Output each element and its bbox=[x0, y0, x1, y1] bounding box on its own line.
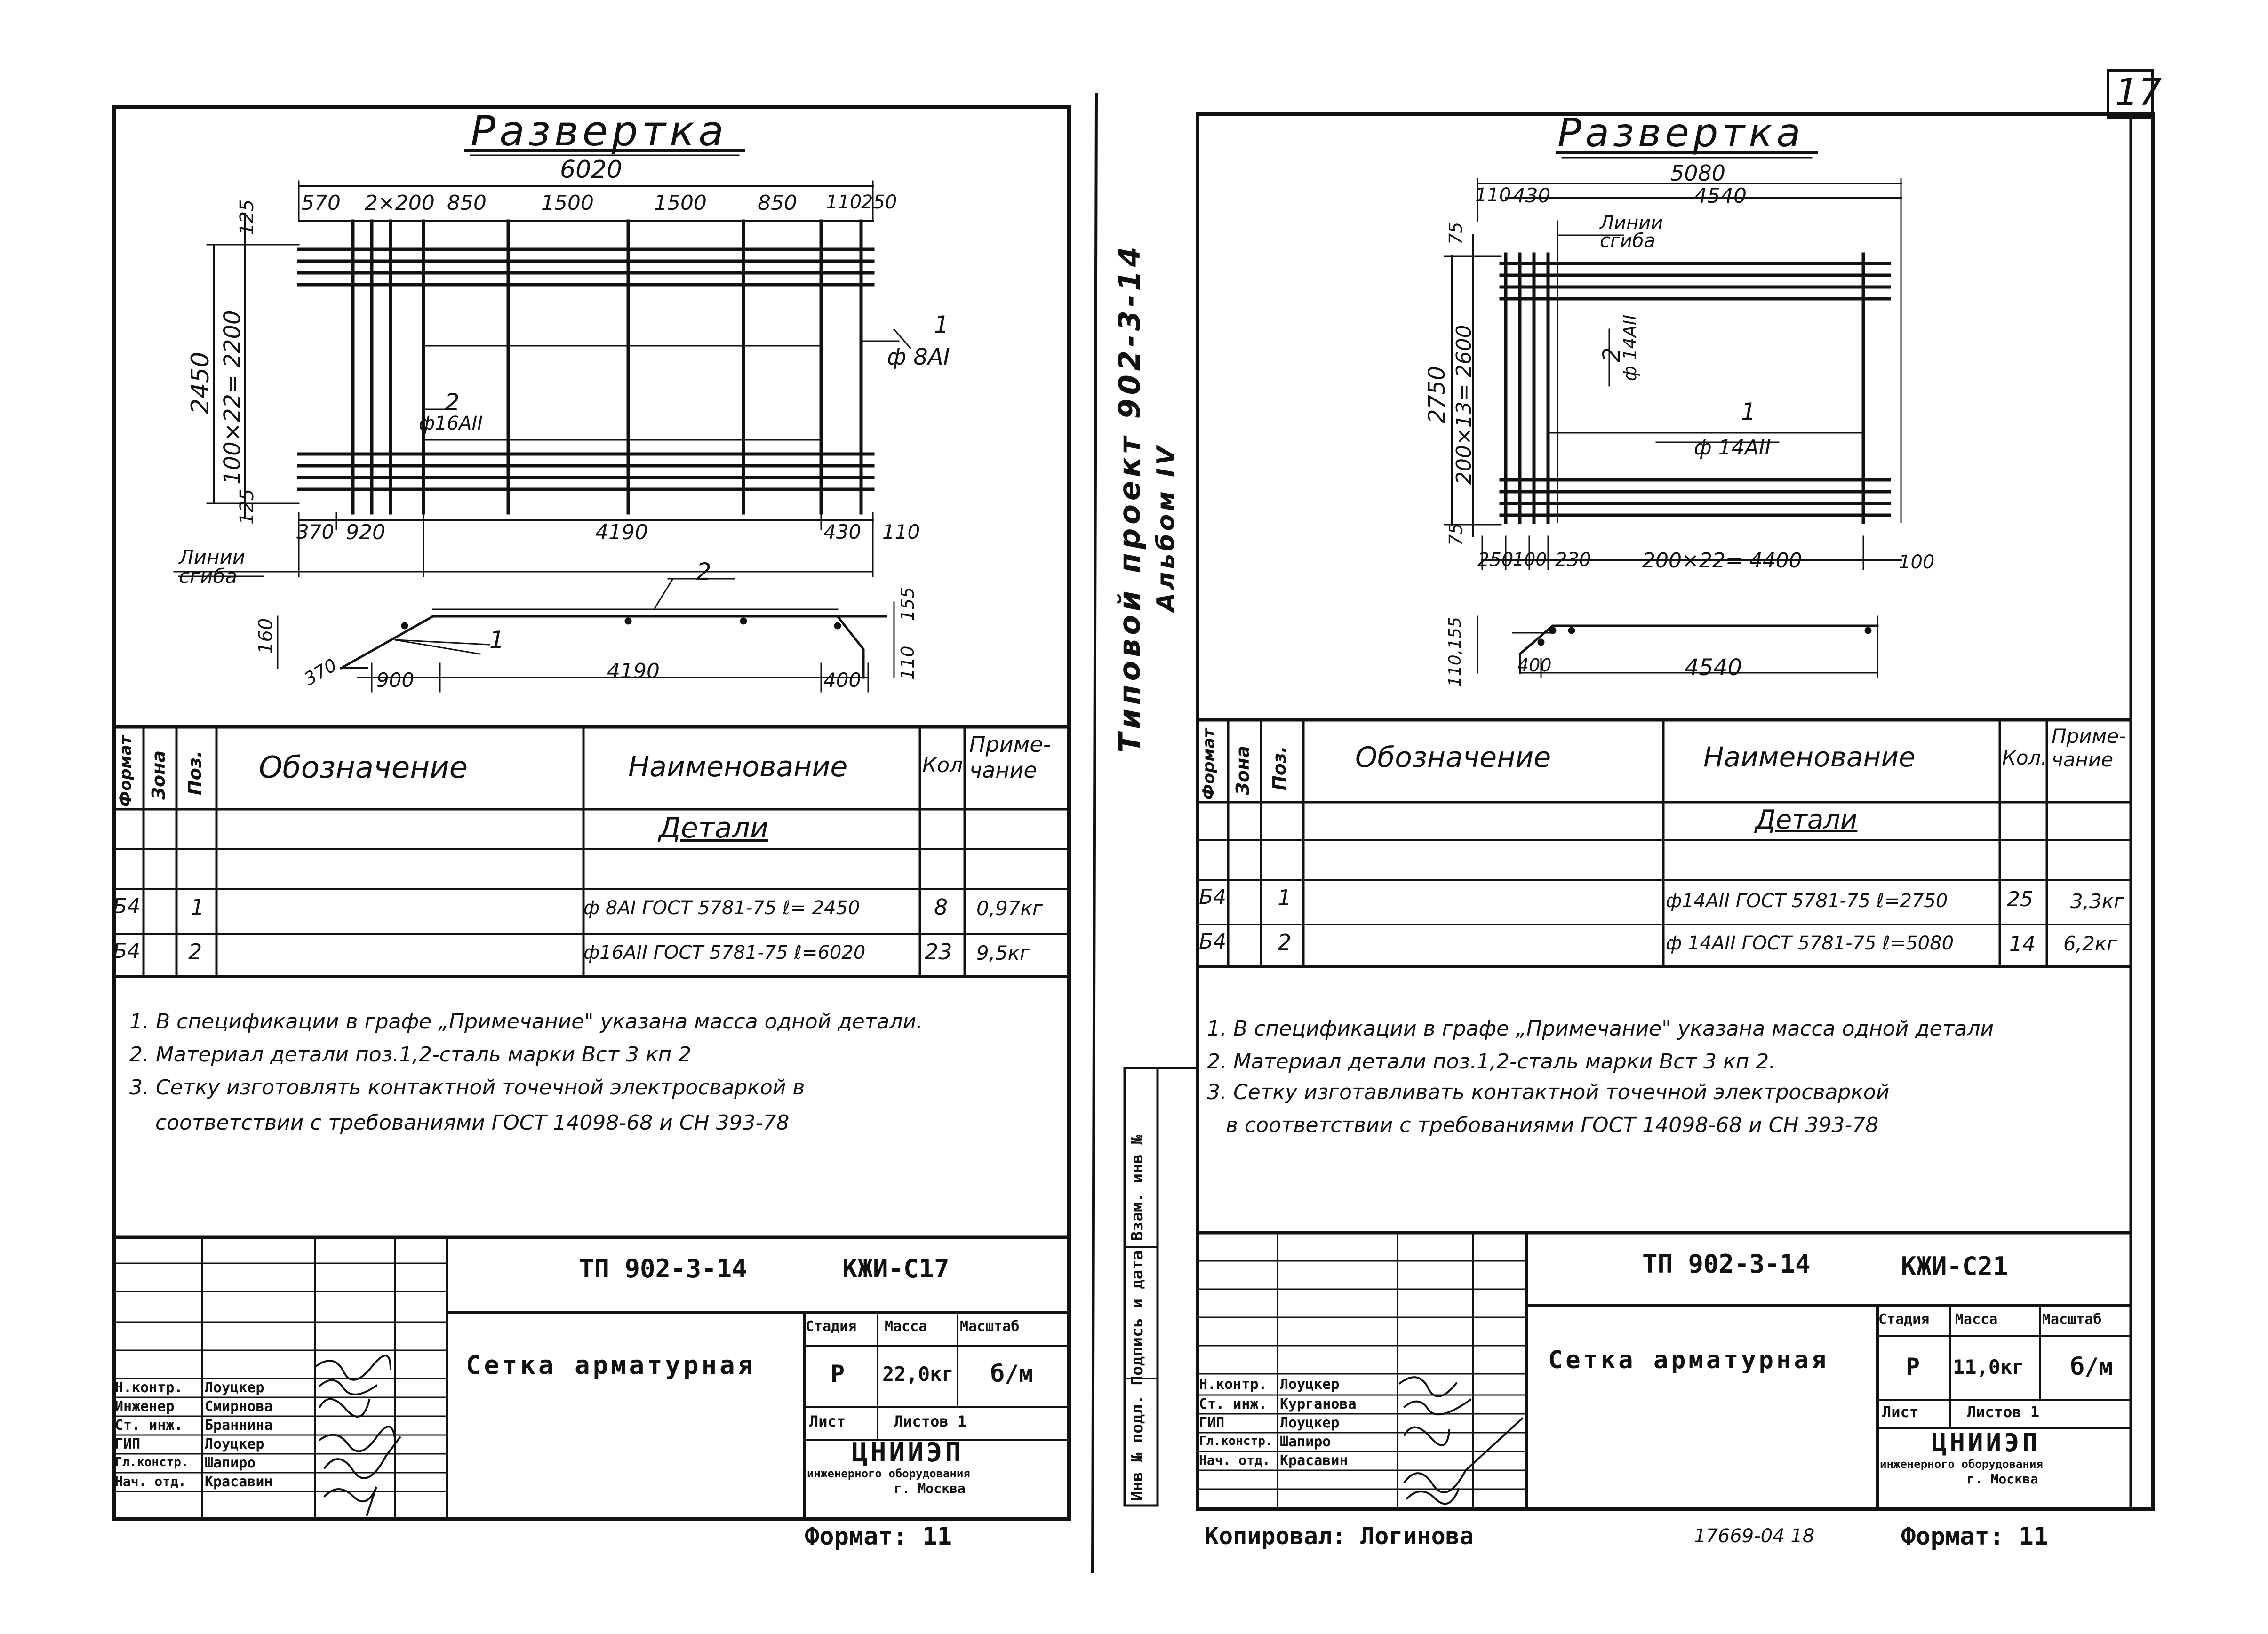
right-dim-pitch: 200×13= 2600 bbox=[1452, 325, 1476, 485]
left-dim-top-0: 570 bbox=[301, 191, 341, 215]
right-row2-qty: 14 bbox=[2009, 932, 2036, 956]
right-row2-format: Б4 bbox=[1199, 930, 1227, 954]
left-format: Формат: 11 bbox=[805, 1522, 952, 1551]
left-tb-list: Лист bbox=[809, 1412, 846, 1430]
right-dim-height: 2750 bbox=[1424, 366, 1450, 423]
right-tb-stage: Р bbox=[1906, 1353, 1920, 1380]
right-tb-scale-h: Масштаб bbox=[2042, 1311, 2102, 1328]
left-dim-top-6: 110 bbox=[826, 191, 862, 213]
left-tb-person-4: Шапиро bbox=[205, 1455, 256, 1471]
left-mesh bbox=[174, 151, 910, 692]
left-note-4: соответствии с требованиями ГОСТ 14098-68 и СН 393-78 bbox=[155, 1111, 790, 1135]
left-tb-org2: инженерного оборудования bbox=[807, 1467, 970, 1480]
left-tb-role-2: Ст. инж. bbox=[115, 1417, 183, 1434]
right-spec-h-pos: Поз. bbox=[1269, 746, 1290, 790]
left-dim-edge-top: 125 bbox=[236, 199, 258, 235]
left-spec-h-format: Формат bbox=[116, 735, 135, 807]
right-row1-pos: 1 bbox=[1278, 885, 1292, 910]
left-tb-lists: Листов 1 bbox=[894, 1412, 967, 1430]
left-dim-bottom-4: 110 bbox=[882, 520, 920, 543]
left-pos1-bar: ф 8AI bbox=[887, 344, 950, 370]
right-note-4: в соответствии с требованиями ГОСТ 14098-68 и СН 393-78 bbox=[1226, 1113, 1879, 1137]
right-tb-list: Лист bbox=[1882, 1403, 1919, 1421]
right-spec-h-designation: Обозначение bbox=[1355, 741, 1551, 774]
left-spec-h-designation: Обозначение bbox=[259, 750, 468, 785]
left-profile-pos2: 2 bbox=[696, 558, 711, 585]
left-tb-stage: Р bbox=[831, 1360, 845, 1387]
left-tb-sheet-code: КЖИ-С17 bbox=[842, 1254, 950, 1283]
left-dim-height: 2450 bbox=[186, 351, 215, 414]
left-row1-qty: 8 bbox=[934, 894, 948, 920]
right-spec-h-format: Формат bbox=[1199, 728, 1218, 800]
left-spec-section: Детали bbox=[659, 812, 768, 845]
right-note-1: 1. В спецификации в графе „Примечание" указана масса одной детали bbox=[1207, 1017, 1994, 1041]
left-note-1: 1. В спецификации в графе „Примечание" указана масса одной детали. bbox=[129, 1010, 923, 1034]
left-dim-bottom-2: 4190 bbox=[595, 520, 648, 544]
left-spec-h-name: Наименование bbox=[628, 750, 848, 783]
right-tb-person-1: Курганова bbox=[1280, 1396, 1357, 1412]
left-dim-pitch: 100×22= 2200 bbox=[219, 310, 246, 485]
right-row1-name: ф14AII ГОСТ 5781-75 ℓ=2750 bbox=[1666, 890, 1948, 912]
left-row1-format: Б4 bbox=[113, 894, 141, 918]
right-dim-overall: 5080 bbox=[1670, 160, 1726, 186]
right-spec-h-zone: Зона bbox=[1232, 745, 1253, 795]
left-tb-org3: г. Москва bbox=[894, 1481, 966, 1496]
left-tb-scale-h: Масштаб bbox=[960, 1318, 1020, 1335]
right-dim-bottom-3: 200×22= 4400 bbox=[1642, 549, 1802, 573]
right-weld-lines: Линии сгиба bbox=[1600, 212, 1663, 252]
left-pos2-bar: ф16AII bbox=[419, 413, 483, 434]
right-note-3: 3. Сетку изготавливать контактной точечной электросваркой bbox=[1207, 1080, 1890, 1104]
left-tb-person-3: Лоуцкер bbox=[205, 1436, 264, 1452]
right-spec-h-name: Наименование bbox=[1703, 741, 1916, 773]
right-tb-mass: 11,0кг bbox=[1953, 1355, 2024, 1379]
right-tb-role-0: Н.контр. bbox=[1199, 1376, 1267, 1393]
left-dim-top-3: 1500 bbox=[541, 191, 594, 215]
right-format: Формат: 11 bbox=[1901, 1522, 2049, 1551]
left-dim-bottom-0: 370 bbox=[296, 520, 335, 543]
right-tb-person-3: Шапиро bbox=[1280, 1434, 1331, 1450]
right-profile-left: 110,155 bbox=[1445, 617, 1465, 687]
vertical-project-title: Типовой проект 902-3-14 bbox=[1112, 243, 1147, 753]
left-profile-370: 370 bbox=[300, 654, 341, 690]
left-row2-name: ф16AII ГОСТ 5781-75 ℓ=6020 bbox=[583, 942, 866, 964]
left-weld-lines: Линии сгиба bbox=[179, 546, 245, 588]
left-dim-edge-bottom: 125 bbox=[236, 488, 258, 525]
left-pos1-number: 1 bbox=[934, 311, 949, 338]
right-tb-scale: б/м bbox=[2070, 1353, 2113, 1380]
right-row1-format: Б4 bbox=[1199, 885, 1227, 909]
left-dim-overall: 6020 bbox=[560, 156, 623, 184]
right-dim-edge-top: 75 bbox=[1445, 222, 1466, 245]
right-spec-section: Детали bbox=[1755, 805, 1858, 835]
right-doc-number: 17669-04 18 bbox=[1694, 1525, 1815, 1547]
left-tb-role-1: Инженер bbox=[115, 1398, 175, 1415]
left-pos2-number: 2 bbox=[445, 389, 460, 416]
left-tb-person-1: Смирнова bbox=[205, 1398, 273, 1415]
right-pos2-bar: ф 14AII bbox=[1620, 314, 1640, 381]
right-profile-len: 4540 bbox=[1685, 654, 1742, 681]
right-dim-edge-bottom: 75 bbox=[1445, 523, 1466, 546]
right-row2-pos: 2 bbox=[1278, 930, 1292, 955]
side-stamp: Инв № подл. Подпись и дата Взам. инв № bbox=[1128, 1135, 1147, 1501]
right-tb-code: ТП 902-3-14 bbox=[1642, 1249, 1811, 1279]
left-spec-h-pos: Поз. bbox=[184, 750, 205, 795]
right-row1-qty: 25 bbox=[2007, 887, 2033, 911]
right-tb-name: Сетка арматурная bbox=[1548, 1346, 1829, 1374]
right-tb-sheet-code: КЖИ-С21 bbox=[1901, 1251, 2008, 1281]
left-dim-bottom-3: 430 bbox=[823, 520, 862, 543]
left-tb-person-5: Красавин bbox=[205, 1474, 273, 1490]
vertical-album-title: Альбом IV bbox=[1152, 443, 1180, 612]
right-dim-inner: 4540 bbox=[1694, 184, 1747, 208]
right-row1-note: 3,3кг bbox=[2070, 890, 2124, 913]
left-profile-bottom-2: 400 bbox=[823, 669, 862, 692]
left-profile-155: 155 bbox=[897, 587, 918, 621]
right-dim-bottom-4: 100 bbox=[1899, 551, 1935, 573]
left-tb-role-5: Нач. отд. bbox=[115, 1474, 186, 1489]
right-tb-lists: Листов 1 bbox=[1967, 1403, 2040, 1421]
right-tb-role-2: ГИП bbox=[1199, 1415, 1225, 1431]
right-tb-mass-h: Масса bbox=[1955, 1311, 1998, 1328]
left-tb-code: ТП 902-3-14 bbox=[579, 1254, 747, 1283]
left-dim-top-4: 1500 bbox=[654, 191, 707, 215]
left-profile-160: 160 bbox=[255, 618, 277, 654]
left-spec-h-qty: Кол. bbox=[922, 753, 970, 777]
right-tb-person-0: Лоуцкер bbox=[1280, 1376, 1340, 1393]
left-row2-note: 9,5кг bbox=[976, 941, 1030, 964]
right-tb-person-2: Лоуцкер bbox=[1280, 1415, 1340, 1431]
left-tb-org1: ЦНИИЭП bbox=[852, 1437, 964, 1468]
right-pos2-number: 2 bbox=[1598, 347, 1625, 362]
left-tb-role-0: Н.контр. bbox=[115, 1379, 183, 1396]
left-spec-h-zone: Зона bbox=[148, 750, 169, 800]
right-spec-h-qty: Кол. bbox=[2002, 746, 2047, 769]
left-tb-stage-h: Стадия bbox=[806, 1318, 857, 1335]
left-profile-pos1: 1 bbox=[489, 626, 504, 654]
right-tb-org2: инженерного оборудования bbox=[1880, 1458, 2043, 1471]
left-tb-person-0: Лоуцкер bbox=[205, 1379, 264, 1396]
left-profile-110: 110 bbox=[897, 646, 918, 680]
left-dim-top-1: 2×200 bbox=[365, 191, 435, 215]
right-dim-bottom-0: 250 bbox=[1477, 549, 1514, 571]
left-dim-top-2: 850 bbox=[447, 191, 487, 215]
right-pos1-bar: ф 14AII bbox=[1694, 436, 1771, 460]
left-dim-bottom-1: 920 bbox=[346, 520, 385, 544]
left-dim-top-7: 250 bbox=[861, 191, 897, 213]
right-copied-by: Копировал: Логинова bbox=[1205, 1522, 1474, 1550]
left-tb-role-4: Гл.констр. bbox=[115, 1455, 189, 1469]
right-title: Развертка bbox=[1557, 110, 1805, 156]
page-number: 17 bbox=[2115, 72, 2162, 114]
left-tb-name: Сетка арматурная bbox=[466, 1350, 756, 1380]
right-dim-top-left-0: 110 bbox=[1475, 184, 1511, 206]
right-dim-bottom-1: 100 bbox=[1513, 549, 1547, 570]
left-tb-mass-h: Масса bbox=[885, 1318, 927, 1335]
left-profile-bottom-1: 4190 bbox=[607, 659, 660, 683]
left-tb-scale: б/м bbox=[990, 1360, 1033, 1387]
right-note-2: 2. Материал детали поз.1,2-сталь марки Вст 3 кп 2. bbox=[1207, 1050, 1776, 1074]
right-pos1-number: 1 bbox=[1741, 398, 1756, 425]
left-row1-note: 0,97кг bbox=[976, 897, 1043, 920]
right-row2-note: 6,2кг bbox=[2063, 932, 2117, 955]
left-tb-person-2: Браннина bbox=[205, 1417, 273, 1434]
left-title: Развертка bbox=[471, 107, 727, 155]
left-profile-bottom-0: 900 bbox=[376, 669, 415, 692]
left-tb-mass: 22,0кг bbox=[882, 1363, 954, 1386]
right-profile-400: 400 bbox=[1517, 655, 1552, 676]
left-dim-top-5: 850 bbox=[758, 191, 797, 215]
right-dim-top-left-1: 430 bbox=[1513, 184, 1551, 207]
right-tb-role-1: Ст. инж. bbox=[1199, 1396, 1267, 1412]
right-tb-role-4: Нач. отд. bbox=[1199, 1452, 1270, 1468]
right-dim-bottom-2: 230 bbox=[1555, 549, 1591, 571]
left-row1-name: ф 8AI ГОСТ 5781-75 ℓ= 2450 bbox=[583, 897, 860, 919]
left-spec-h-note: Приме-чание bbox=[969, 732, 1051, 783]
right-tb-stage-h: Стадия bbox=[1878, 1311, 1930, 1328]
left-row2-format: Б4 bbox=[113, 939, 141, 963]
left-note-3: 3. Сетку изготовлять контактной точечной электросваркой в bbox=[129, 1076, 805, 1100]
left-row2-qty: 23 bbox=[925, 939, 952, 964]
left-row1-pos: 1 bbox=[191, 894, 205, 920]
right-tb-org1: ЦНИИЭП bbox=[1932, 1428, 2041, 1458]
left-note-2: 2. Материал детали поз.1,2-сталь марки Вст 3 кп 2 bbox=[129, 1043, 692, 1067]
right-tb-role-3: Гл.констр. bbox=[1199, 1434, 1273, 1448]
right-tb-org3: г. Москва bbox=[1967, 1471, 2038, 1487]
right-spec-h-note: Приме-чание bbox=[2052, 725, 2126, 772]
right-tb-person-4: Красавин bbox=[1280, 1452, 1348, 1469]
left-row2-pos: 2 bbox=[188, 939, 202, 964]
right-row2-name: ф 14AII ГОСТ 5781-75 ℓ=5080 bbox=[1666, 933, 1954, 954]
left-tb-role-3: ГИП bbox=[115, 1436, 141, 1452]
